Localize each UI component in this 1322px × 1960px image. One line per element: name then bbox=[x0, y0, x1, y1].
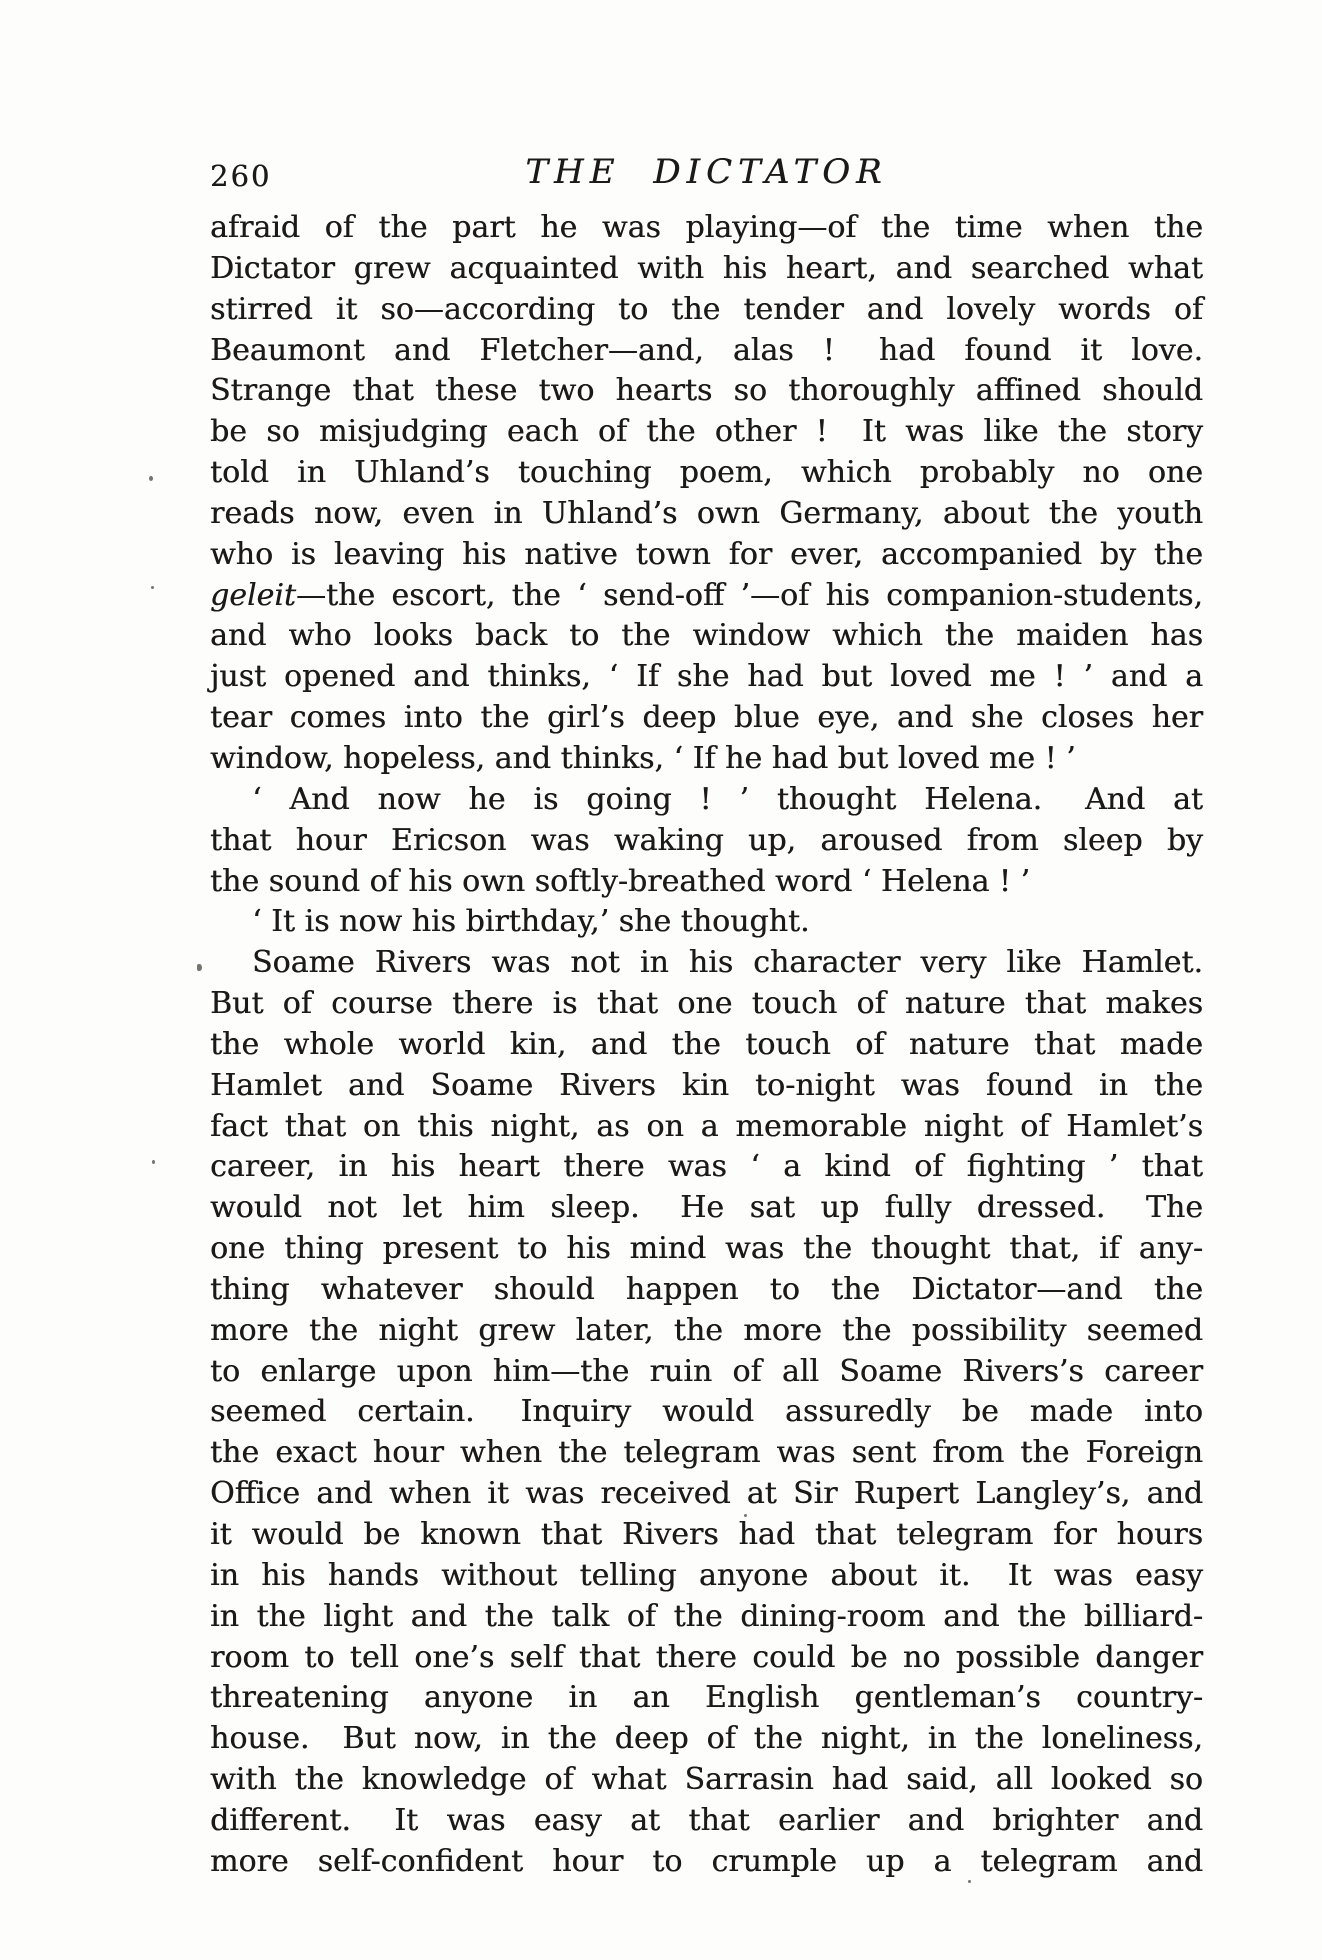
text-line: different. It was easy at that earlier and brighter and bbox=[210, 1802, 1203, 1838]
text-line: would not let him sleep. He sat up fully dressed. The bbox=[210, 1190, 1203, 1226]
paragraph bbox=[210, 208, 1203, 780]
text-line: tear comes into the girl’s deep blue eye, and she closes her bbox=[210, 700, 1203, 736]
text-line: career, in his heart there was ‘ a kind of fighting ’ that bbox=[210, 1149, 1203, 1185]
page-number: 260 bbox=[210, 159, 272, 193]
text-line: geleit—the escort, the ‘ send-off ’—of his companion-students, bbox=[210, 577, 1203, 613]
paragraph bbox=[210, 943, 1203, 1882]
text-line: it would be known that Rivers had that telegram for hours bbox=[210, 1517, 1203, 1552]
scan-speck bbox=[968, 1880, 971, 1883]
text-line: and who looks back to the window which the maiden has bbox=[210, 618, 1203, 654]
text-line: Dictator grew acquainted with his heart, and searched what bbox=[210, 250, 1203, 286]
text-line: who is leaving his native town for ever, accompanied by the bbox=[210, 536, 1203, 572]
text-line: Beaumont and Fletcher—and, alas ! had found it love. bbox=[210, 332, 1203, 368]
text-line: ‘ And now he is going ! ’ thought Helena. And at bbox=[252, 781, 1203, 817]
text-line: the whole world kin, and the touch of nature that made bbox=[210, 1026, 1203, 1062]
text-line: But of course there is that one touch of nature that makes bbox=[210, 986, 1203, 1022]
text-line: in his hands without telling anyone about it. It was easy bbox=[210, 1557, 1203, 1593]
scan-speck bbox=[744, 1514, 747, 1517]
text-line: more self-confident hour to crumple up a telegram and bbox=[210, 1843, 1203, 1879]
scan-speck bbox=[152, 1160, 155, 1164]
text-line: Hamlet and Soame Rivers kin to-night was found in the bbox=[210, 1067, 1203, 1103]
body-text bbox=[210, 208, 1203, 1883]
text-line: one thing present to his mind was the thought that, if any- bbox=[210, 1231, 1203, 1267]
text-line: more the night grew later, the more the possibility seemed bbox=[210, 1312, 1203, 1348]
text-line: stirred it so—according to the tender and lovely words of bbox=[210, 291, 1203, 327]
text-line: in the light and the talk of the dining-room and the billiard- bbox=[210, 1598, 1203, 1634]
text-line: the sound of his own softly-breathed word ‘ Helena ! ’ bbox=[210, 863, 1031, 899]
text-line: just opened and thinks, ‘ If she had but loved me ! ’ and a bbox=[210, 659, 1203, 695]
text-line: told in Uhland’s touching poem, which probably no one bbox=[210, 455, 1203, 491]
text-line: Strange that these two hearts so thoroughly affined should bbox=[210, 373, 1203, 409]
text-line: thing whatever should happen to the Dictator—and the bbox=[210, 1271, 1203, 1307]
paragraph bbox=[210, 902, 1203, 943]
text-line: the exact hour when the telegram was sent from the Foreign bbox=[210, 1435, 1203, 1471]
text-line: with the knowledge of what Sarrasin had said, all looked so bbox=[210, 1762, 1203, 1798]
text-line: that hour Ericson was waking up, aroused from sleep by bbox=[210, 822, 1203, 858]
text-line: Office and when it was received at Sir Rupert Langley’s, and bbox=[210, 1476, 1203, 1512]
scan-speck bbox=[197, 964, 202, 971]
text-line: be so misjudging each of the other ! It was like the story bbox=[210, 414, 1203, 450]
text-line: threatening anyone in an English gentleman’s country- bbox=[210, 1680, 1203, 1716]
text-line: reads now, even in Uhland’s own Germany, about the youth bbox=[210, 495, 1203, 531]
scan-speck bbox=[151, 586, 154, 589]
running-title: THE DICTATOR bbox=[525, 152, 888, 192]
text-line: room to tell one’s self that there could be no possible danger bbox=[210, 1639, 1203, 1675]
text-line: house. But now, in the deep of the night, in the loneliness, bbox=[210, 1721, 1203, 1757]
scan-speck bbox=[149, 476, 153, 481]
text-line: to enlarge upon him—the ruin of all Soame Rivers’s career bbox=[210, 1353, 1203, 1389]
page-header bbox=[210, 152, 1203, 196]
text-line: fact that on this night, as on a memorable night of Hamlet’s bbox=[210, 1108, 1203, 1144]
text-line: afraid of the part he was playing—of the time when the bbox=[210, 210, 1203, 245]
text-line: seemed certain. Inquiry would assuredly be made into bbox=[210, 1394, 1203, 1430]
paragraph bbox=[210, 780, 1203, 903]
text-line: Soame Rivers was not in his character very like Hamlet. bbox=[252, 945, 1203, 981]
text-line: window, hopeless, and thinks, ‘ If he had but loved me ! ’ bbox=[210, 740, 1076, 776]
text-line: ‘ It is now his birthday,’ she thought. bbox=[252, 904, 810, 940]
